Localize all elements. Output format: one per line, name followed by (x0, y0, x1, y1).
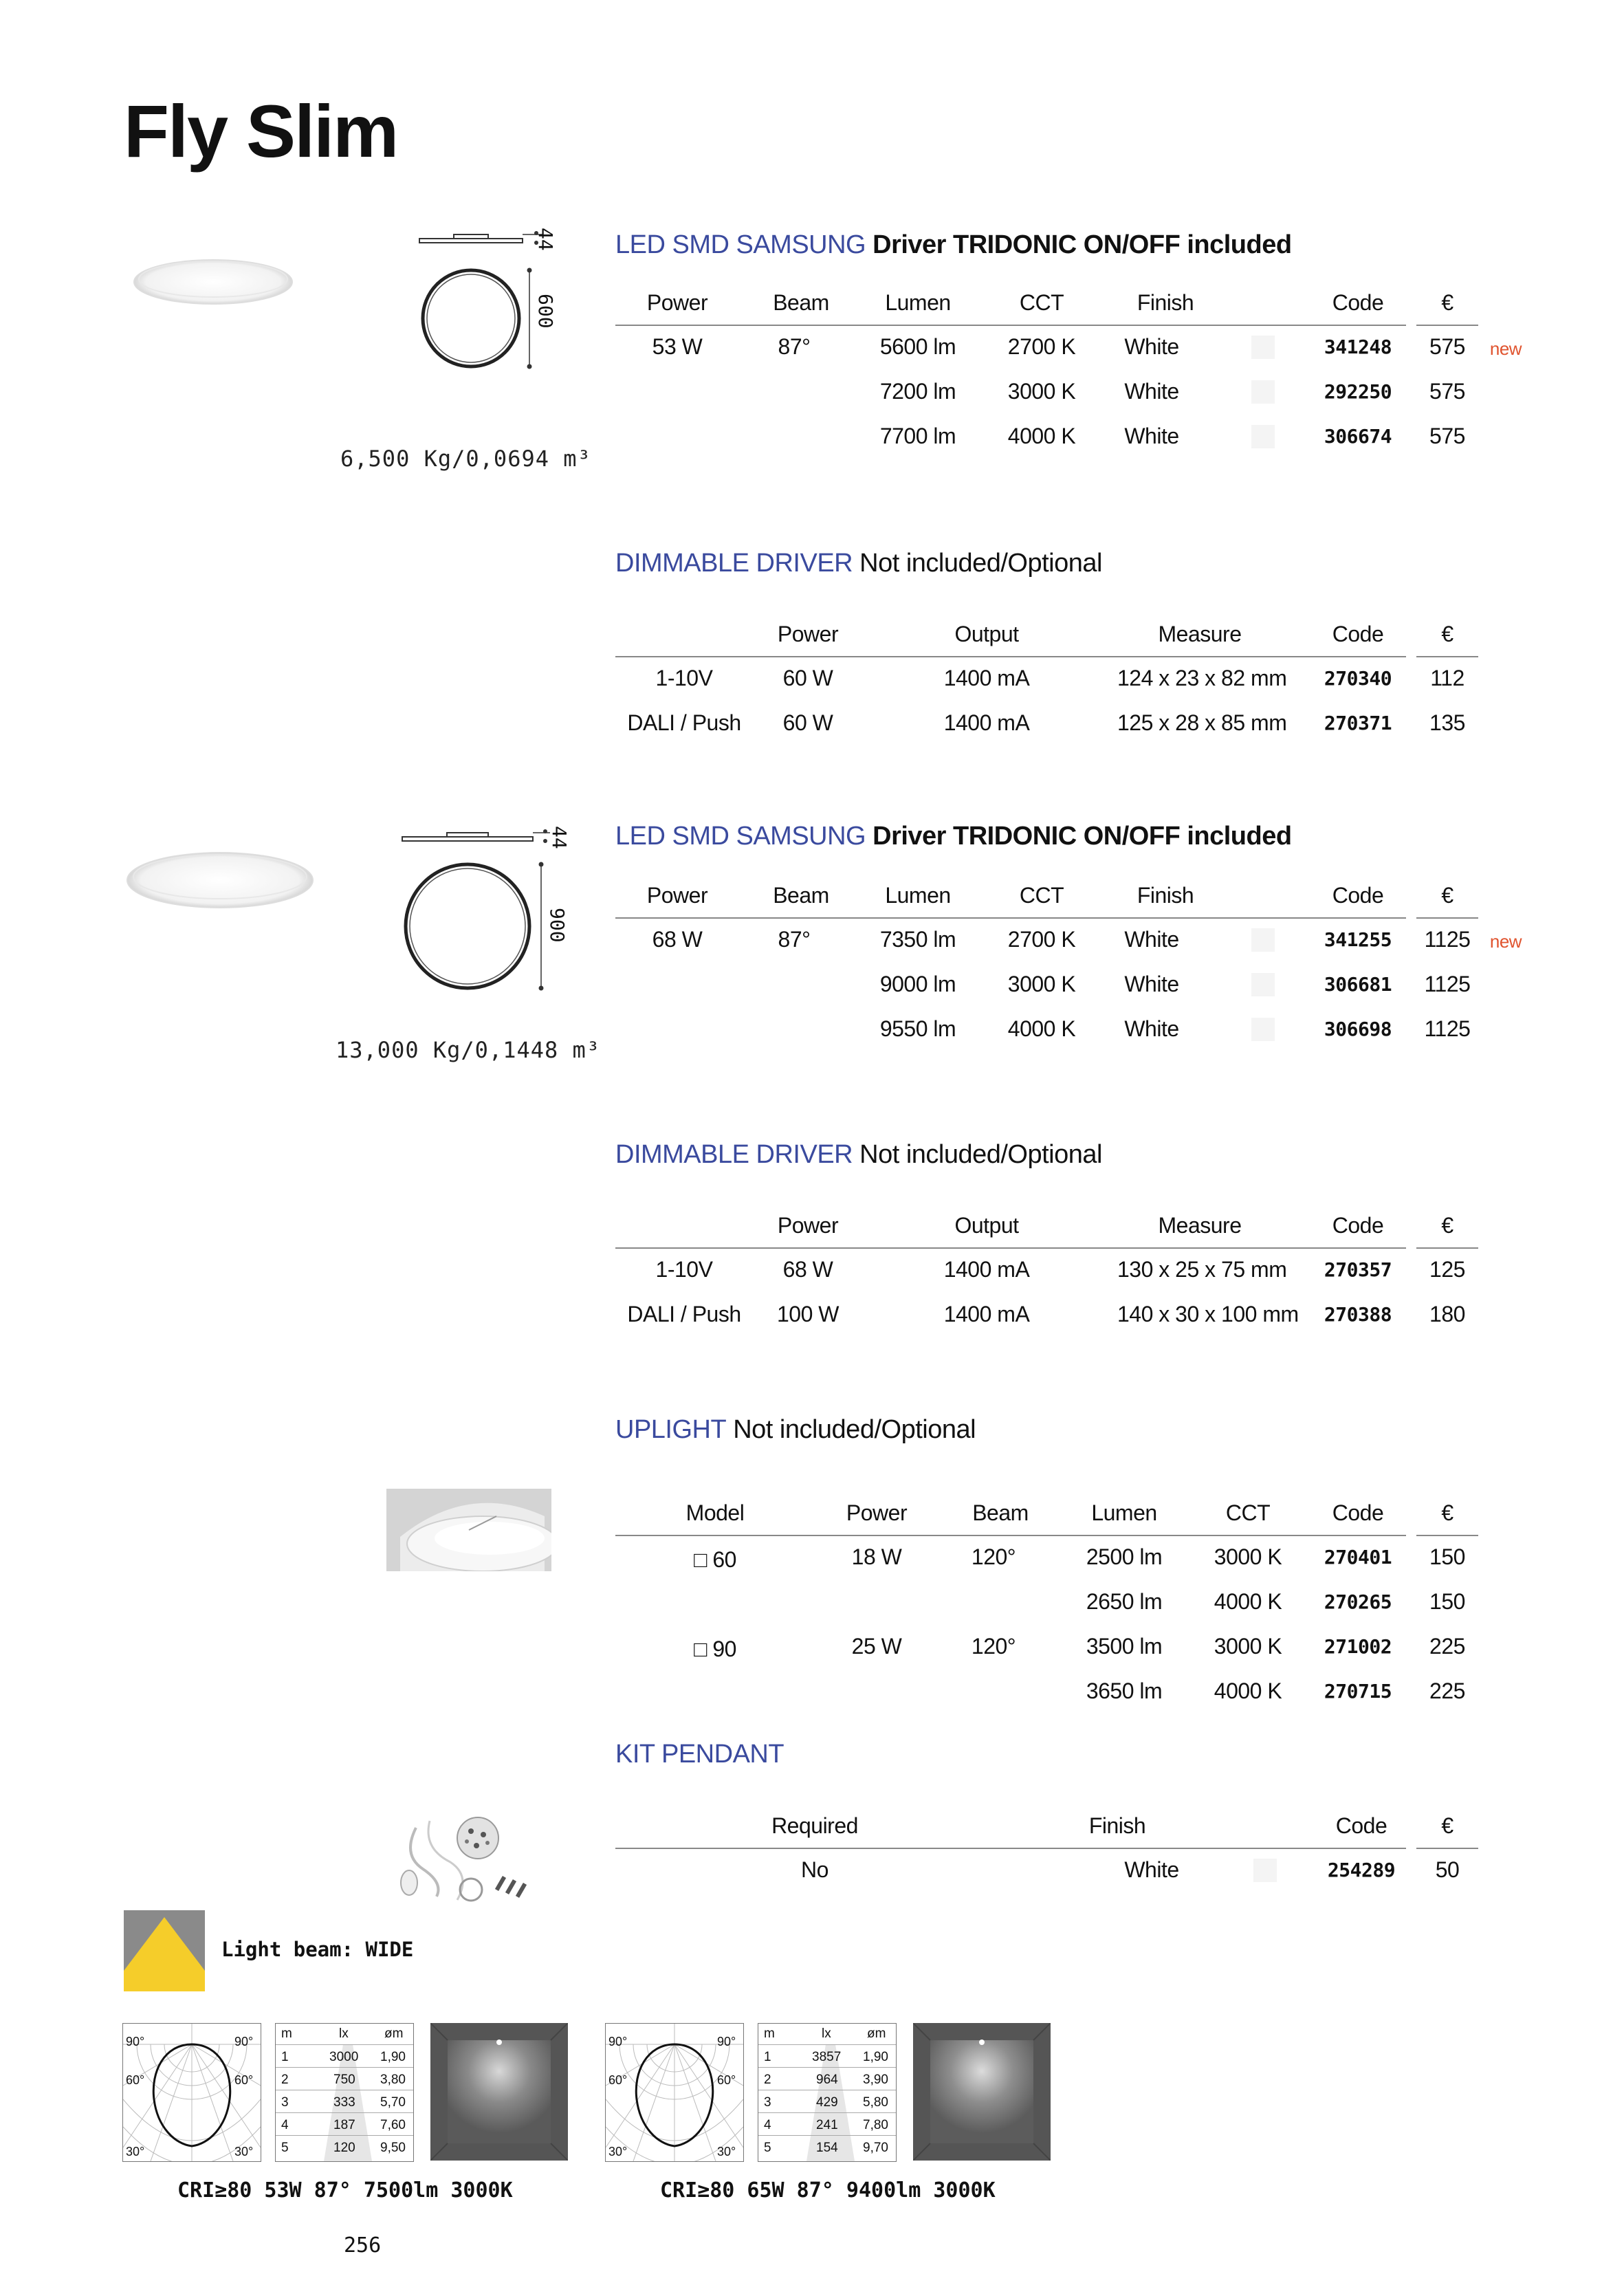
angle-label: 60° (126, 2073, 145, 2087)
row-price: 1125 (1424, 1016, 1471, 1041)
table-divider (276, 2044, 413, 2045)
finish-swatch (1251, 336, 1275, 359)
header-code: Code (1332, 290, 1384, 315)
row-cct: 4000 K (1007, 424, 1076, 448)
driver-table-2 (615, 1212, 1564, 1349)
table-rule (615, 1848, 1406, 1849)
table-rule (615, 656, 1406, 657)
row-output: 1400 mA (943, 710, 1030, 735)
table-rule-price (1416, 917, 1478, 919)
row-measure: 140 x 30 x 100 mm (1117, 1302, 1299, 1326)
light-render-1 (430, 2023, 568, 2161)
header-beam: Beam (972, 1500, 1029, 1525)
height-dimension: 44 (534, 228, 557, 251)
row-lumen: 2650 lm (1086, 1589, 1163, 1614)
table-rule-price (1416, 1848, 1478, 1849)
row-price: 125 (1429, 1257, 1465, 1282)
row-beam: 87° (778, 927, 811, 952)
header-power: Power (646, 290, 708, 315)
row-cct: 2700 K (1007, 927, 1076, 952)
row-model: □ 90 (694, 1637, 736, 1661)
row-price: 575 (1429, 424, 1465, 448)
row-type: DALI / Push (627, 1302, 741, 1326)
cell-om: 7,60 (380, 2118, 406, 2132)
row-output: 1400 mA (943, 1257, 1030, 1282)
finish-swatch (1251, 973, 1275, 996)
row-type: 1-10V (655, 666, 713, 690)
table-rule-price (1416, 656, 1478, 657)
section-header-led (615, 822, 1292, 851)
row-code: 292250 (1324, 380, 1392, 403)
header-lumen: Lumen (1091, 1500, 1157, 1525)
diameter-dimension: 900 (546, 908, 569, 943)
table-rule-price (1416, 325, 1478, 326)
row-finish: White (1124, 972, 1179, 996)
section-dark: Not included/Optional (733, 1415, 976, 1444)
row-price: 1125 (1424, 972, 1471, 996)
row-power: 60 W (782, 710, 833, 735)
cell-lx: 964 (816, 2073, 838, 2087)
row-lumen: 7350 lm (879, 927, 956, 952)
header-euro: € (1441, 290, 1453, 315)
section-header-kit (615, 1740, 784, 1769)
cell-om: 5,80 (863, 2095, 888, 2110)
polar-diagram-2 (605, 2023, 744, 2162)
light-beam-label: Light beam: WIDE (221, 1938, 414, 1961)
section-dark: Driver TRIDONIC ON/OFF included (873, 822, 1292, 851)
header-cct: CCT (1225, 1500, 1271, 1525)
cell-om: 1,90 (380, 2050, 406, 2064)
cell-lx: 241 (816, 2118, 838, 2132)
table-divider (758, 2067, 896, 2068)
header-code: Code (1332, 1213, 1384, 1238)
cell-om: 3,80 (380, 2073, 406, 2087)
angle-label: 90° (717, 2035, 736, 2048)
photometry-caption: CRI≥80 53W 87° 7500lm 3000K (177, 2178, 513, 2202)
cell-om: 7,80 (863, 2118, 888, 2132)
angle-label: 90° (234, 2035, 254, 2048)
row-cct: 2700 K (1007, 334, 1076, 359)
section-blue: LED SMD SAMSUNG (615, 230, 866, 259)
driver-table-1 (615, 620, 1564, 758)
table-rule (615, 325, 1406, 326)
header-euro: € (1441, 622, 1453, 646)
row-power: 18 W (851, 1544, 902, 1569)
row-code: 341248 (1324, 336, 1392, 358)
row-price: 575 (1429, 334, 1465, 359)
section-header-driver (615, 1140, 1102, 1170)
header-euro: € (1441, 1500, 1453, 1525)
cell-lx: 187 (333, 2118, 355, 2132)
header-finish: Finish (1137, 883, 1194, 908)
header-output: Output (954, 622, 1019, 646)
section-header-led (615, 230, 1292, 260)
header-power: Power (777, 622, 839, 646)
cell-m: 5 (281, 2141, 289, 2155)
row-code: 306681 (1324, 973, 1392, 996)
row-price: 150 (1429, 1544, 1465, 1569)
polar-diagram-1 (122, 2023, 261, 2162)
table-rule-price (1416, 1535, 1478, 1536)
header-model: Model (685, 1500, 745, 1525)
angle-label: 60° (717, 2073, 736, 2087)
row-code: 306674 (1324, 425, 1392, 448)
row-code: 254289 (1327, 1859, 1396, 1881)
table-divider (758, 2135, 896, 2136)
cell-m: 3 (281, 2095, 289, 2110)
product-weight: 6,500 Kg/0,0694 m³ (340, 446, 591, 472)
row-finish: White (1124, 334, 1179, 359)
row-power: 60 W (782, 666, 833, 690)
row-model: □ 60 (694, 1547, 736, 1572)
row-required: No (801, 1857, 829, 1882)
header-cct: CCT (1019, 883, 1064, 908)
finish-swatch (1251, 380, 1275, 404)
uplight-table (615, 1499, 1564, 1705)
height-dimension: 44 (548, 826, 571, 849)
light-render-2 (913, 2023, 1051, 2161)
header-euro: € (1441, 1213, 1453, 1238)
row-price: 225 (1429, 1634, 1465, 1659)
header-code: Code (1335, 1813, 1387, 1838)
table-rule (615, 917, 1406, 919)
row-code: 270715 (1324, 1680, 1392, 1703)
row-price: 225 (1429, 1679, 1465, 1703)
header-beam: Beam (773, 883, 829, 908)
row-power: 68 W (652, 927, 703, 952)
row-lumen: 7200 lm (879, 379, 956, 404)
header-lumen: Lumen (885, 883, 951, 908)
table-header: m (281, 2026, 292, 2041)
row-cct: 4000 K (1007, 1016, 1076, 1041)
table-header: lx (822, 2026, 831, 2041)
product-weight: 13,000 Kg/0,1448 m³ (336, 1037, 601, 1063)
section-blue: DIMMABLE DRIVER (615, 549, 853, 578)
page-title: Fly Slim (124, 89, 398, 173)
row-power: 25 W (851, 1634, 902, 1659)
section-header-uplight (615, 1415, 976, 1445)
section-blue: DIMMABLE DRIVER (615, 1140, 853, 1169)
section-blue: UPLIGHT (615, 1415, 727, 1444)
row-cct: 3000 K (1214, 1544, 1282, 1569)
row-lumen: 7700 lm (879, 424, 956, 448)
row-cct: 3000 K (1007, 972, 1076, 996)
row-lumen: 9550 lm (879, 1016, 956, 1041)
photometry-caption: CRI≥80 65W 87° 9400lm 3000K (660, 2178, 996, 2202)
row-price: 150 (1429, 1589, 1465, 1614)
row-measure: 125 x 28 x 85 mm (1117, 710, 1287, 735)
angle-label: 90° (608, 2035, 628, 2048)
row-lumen: 3500 lm (1086, 1634, 1163, 1659)
header-code: Code (1332, 1500, 1384, 1525)
header-code: Code (1332, 883, 1384, 908)
row-code: 306698 (1324, 1018, 1392, 1040)
row-finish: White (1124, 1857, 1179, 1882)
section-dark: Not included/Optional (859, 549, 1102, 578)
dimension-drawing-900 (395, 822, 574, 1007)
row-cct: 4000 K (1214, 1679, 1282, 1703)
row-price: 135 (1429, 710, 1465, 735)
row-beam: 120° (971, 1544, 1016, 1569)
dimension-drawing-600 (413, 223, 564, 382)
row-price: 575 (1429, 379, 1465, 404)
finish-swatch (1251, 425, 1275, 448)
finish-swatch (1253, 1859, 1277, 1882)
row-cct: 3000 K (1007, 379, 1076, 404)
row-code: 270340 (1324, 667, 1392, 690)
section-blue: KIT PENDANT (615, 1740, 784, 1769)
product-table-600 (615, 289, 1564, 468)
cell-m: 2 (764, 2073, 771, 2087)
section-dark: Driver TRIDONIC ON/OFF included (873, 230, 1292, 259)
illuminance-table-2 (758, 2023, 897, 2162)
angle-label: 30° (608, 2145, 628, 2158)
cell-om: 3,90 (863, 2073, 888, 2087)
table-divider (758, 2112, 896, 2113)
row-code: 270371 (1324, 712, 1392, 734)
row-price: 112 (1430, 666, 1464, 690)
angle-label: 30° (126, 2145, 145, 2158)
header-power: Power (846, 1500, 908, 1525)
row-cct: 3000 K (1214, 1634, 1282, 1659)
table-rule (615, 1535, 1406, 1536)
light-beam-icon (124, 1910, 205, 1991)
table-rule (615, 1247, 1406, 1249)
header-measure: Measure (1158, 622, 1242, 646)
product-photo-900 (124, 846, 316, 915)
cell-lx: 3857 (812, 2050, 842, 2064)
row-type: DALI / Push (627, 710, 741, 735)
new-badge: new (1489, 338, 1522, 359)
header-beam: Beam (773, 290, 829, 315)
row-price: 180 (1429, 1302, 1465, 1326)
header-lumen: Lumen (885, 290, 951, 315)
page-number: 256 (344, 2233, 382, 2257)
row-lumen: 3650 lm (1086, 1679, 1163, 1703)
row-finish: White (1124, 424, 1179, 448)
row-code: 270388 (1324, 1303, 1392, 1326)
cell-om: 1,90 (863, 2050, 888, 2064)
table-rule-price (1416, 1247, 1478, 1249)
cell-lx: 120 (333, 2141, 355, 2155)
header-power: Power (646, 883, 708, 908)
kit-table (615, 1812, 1564, 1908)
row-power: 100 W (777, 1302, 839, 1326)
table-divider (276, 2067, 413, 2068)
row-type: 1-10V (655, 1257, 713, 1282)
header-code: Code (1332, 622, 1384, 646)
row-lumen: 2500 lm (1086, 1544, 1163, 1569)
new-badge: new (1489, 931, 1522, 952)
row-finish: White (1124, 379, 1179, 404)
row-output: 1400 mA (943, 1302, 1030, 1326)
angle-label: 60° (608, 2073, 628, 2087)
row-output: 1400 mA (943, 666, 1030, 690)
table-header: øm (384, 2026, 404, 2041)
header-required: Required (771, 1813, 858, 1838)
cell-m: 5 (764, 2141, 771, 2155)
angle-label: 30° (717, 2145, 736, 2158)
finish-swatch (1251, 1018, 1275, 1041)
row-power: 53 W (652, 334, 703, 359)
diameter-dimension: 600 (534, 294, 557, 329)
kit-pendant-photo (395, 1800, 533, 1910)
header-power: Power (777, 1213, 839, 1238)
table-divider (276, 2112, 413, 2113)
row-beam: 87° (778, 334, 811, 359)
table-divider (758, 2044, 896, 2045)
header-euro: € (1441, 883, 1453, 908)
header-finish: Finish (1088, 1813, 1146, 1838)
row-price: 50 (1435, 1857, 1460, 1882)
cell-m: 4 (764, 2118, 771, 2132)
cell-m: 4 (281, 2118, 289, 2132)
cell-m: 1 (764, 2050, 771, 2064)
product-photo-600 (131, 254, 296, 309)
row-code: 270357 (1324, 1258, 1392, 1281)
section-blue: LED SMD SAMSUNG (615, 822, 866, 851)
angle-label: 30° (234, 2145, 254, 2158)
row-lumen: 9000 lm (879, 972, 956, 996)
row-code: 271002 (1324, 1635, 1392, 1658)
cell-om: 5,70 (380, 2095, 406, 2110)
row-finish: White (1124, 1016, 1179, 1041)
cell-m: 1 (281, 2050, 289, 2064)
angle-label: 60° (234, 2073, 254, 2087)
row-measure: 124 x 23 x 82 mm (1117, 666, 1287, 690)
cell-lx: 750 (333, 2073, 355, 2087)
row-power: 68 W (782, 1257, 833, 1282)
angle-label: 90° (126, 2035, 145, 2048)
table-divider (276, 2135, 413, 2136)
row-beam: 120° (971, 1634, 1016, 1659)
cell-m: 2 (281, 2073, 289, 2087)
row-code: 341255 (1324, 928, 1392, 951)
row-measure: 130 x 25 x 75 mm (1117, 1257, 1287, 1282)
header-euro: € (1441, 1813, 1453, 1838)
header-measure: Measure (1158, 1213, 1242, 1238)
cell-lx: 154 (816, 2141, 838, 2155)
row-cct: 4000 K (1214, 1589, 1282, 1614)
row-price: 1125 (1424, 927, 1471, 952)
product-table-900 (615, 882, 1564, 1060)
cell-om: 9,70 (863, 2141, 888, 2155)
section-header-driver (615, 549, 1102, 578)
cell-om: 9,50 (380, 2141, 406, 2155)
section-dark: Not included/Optional (859, 1140, 1102, 1169)
illuminance-table-1 (275, 2023, 414, 2162)
cell-lx: 429 (816, 2095, 838, 2110)
cell-m: 3 (764, 2095, 771, 2110)
cell-lx: 3000 (329, 2050, 359, 2064)
uplight-photo (386, 1489, 551, 1571)
table-header: lx (339, 2026, 349, 2041)
cell-lx: 333 (333, 2095, 355, 2110)
table-header: øm (867, 2026, 886, 2041)
header-finish: Finish (1137, 290, 1194, 315)
table-header: m (764, 2026, 775, 2041)
row-finish: White (1124, 927, 1179, 952)
header-cct: CCT (1019, 290, 1064, 315)
row-code: 270265 (1324, 1590, 1392, 1613)
row-lumen: 5600 lm (879, 334, 956, 359)
finish-swatch (1251, 928, 1275, 952)
header-output: Output (954, 1213, 1019, 1238)
row-code: 270401 (1324, 1546, 1392, 1568)
